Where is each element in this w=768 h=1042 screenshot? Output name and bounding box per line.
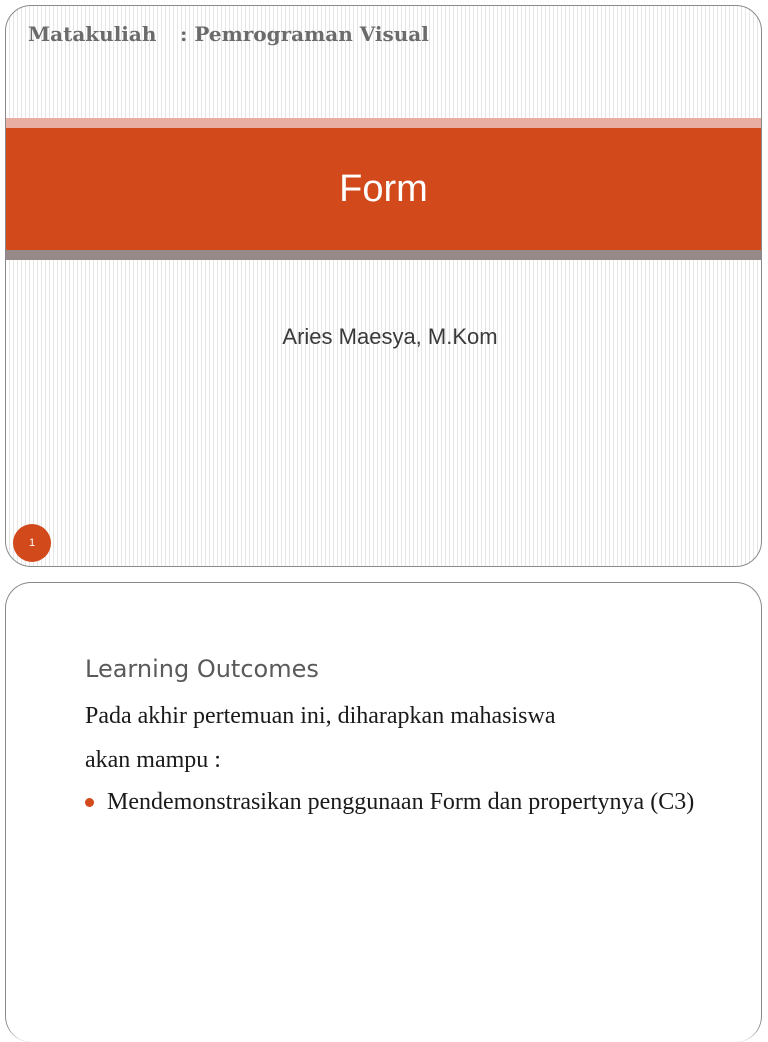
title-band-top-stripe — [6, 118, 761, 128]
slide-number-badge: 1 — [13, 524, 51, 562]
course-label: Matakuliah — [28, 22, 157, 46]
paragraph-line: akan mampu : — [85, 747, 221, 773]
bullet-dot-icon — [85, 798, 94, 807]
bullet-text: Mendemonstrasikan penggunaan Form dan propertynya (C3) — [107, 789, 695, 815]
author-name: Aries Maesya, M.Kom — [282, 324, 498, 349]
slide-title: Form — [339, 167, 428, 210]
course-header — [28, 22, 429, 46]
course-name: : Pemrograman Visual — [180, 22, 429, 46]
title-slide — [5, 5, 762, 567]
title-band-bottom-stripe — [6, 250, 761, 260]
slide-heading: Learning Outcomes — [85, 655, 319, 683]
title-band — [6, 128, 761, 250]
bullet-list-item — [85, 789, 694, 816]
learning-outcomes-slide — [5, 582, 762, 1042]
paragraph-line: Pada akhir pertemuan ini, diharapkan mahasiswa — [85, 703, 556, 729]
